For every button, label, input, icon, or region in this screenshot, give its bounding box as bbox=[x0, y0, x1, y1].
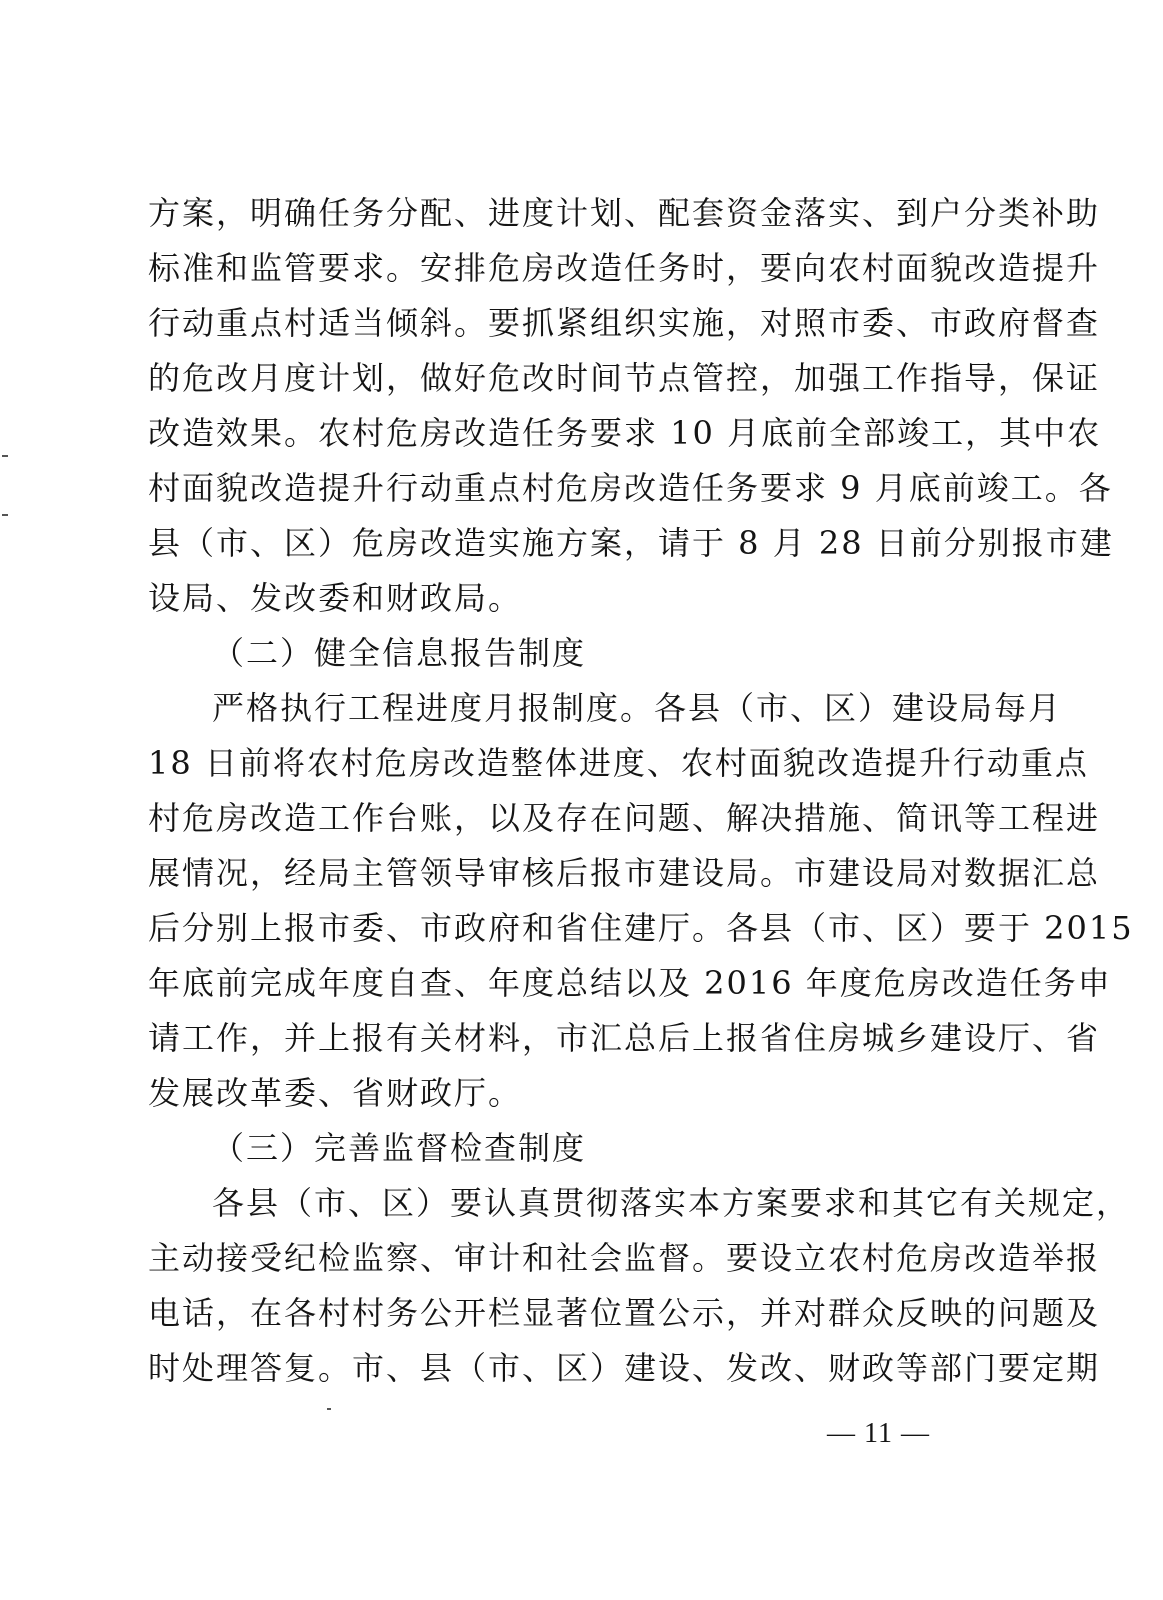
paragraph-line: 请工作，并上报有关材料，市汇总后上报省住房城乡建设厅、省 bbox=[148, 1019, 1101, 1057]
paragraph-line: 各县（市、区）要认真贯彻落实本方案要求和其它有关规定， bbox=[212, 1184, 1131, 1222]
paragraph-line: 年底前完成年度自查、年度总结以及 2016 年度危房改造任务申 bbox=[148, 964, 1112, 1002]
paragraph-line: 严格执行工程进度月报制度。各县（市、区）建设局每月 bbox=[212, 689, 1063, 727]
scan-mark bbox=[327, 1408, 331, 1410]
paragraph-line: 方案，明确任务分配、进度计划、配套资金落实、到户分类补助 bbox=[148, 194, 1101, 232]
paragraph-line: 电话，在各村村务公开栏显著位置公示，并对群众反映的问题及 bbox=[148, 1294, 1101, 1332]
page-number: — 11 — bbox=[827, 1418, 930, 1449]
paragraph-line: 主动接受纪检监察、审计和社会监督。要设立农村危房改造举报 bbox=[148, 1239, 1101, 1277]
paragraph-line: 村危房改造工作台账，以及存在问题、解决措施、简讯等工程进 bbox=[148, 799, 1101, 837]
paragraph-line: 后分别上报市委、市政府和省住建厅。各县（市、区）要于 2015 bbox=[148, 909, 1134, 947]
paragraph-line: 设局、发改委和财政局。 bbox=[148, 579, 523, 617]
paragraph-line: 标准和监管要求。安排危房改造任务时，要向农村面貌改造提升 bbox=[148, 249, 1101, 287]
paragraph-line: 行动重点村适当倾斜。要抓紧组织实施，对照市委、市政府督查 bbox=[148, 304, 1101, 342]
scan-mark bbox=[2, 455, 8, 457]
paragraph-line: 村面貌改造提升行动重点村危房改造任务要求 9 月底前竣工。各 bbox=[148, 469, 1113, 507]
paragraph-line: 县（市、区）危房改造实施方案，请于 8 月 28 日前分别报市建 bbox=[148, 524, 1114, 562]
paragraph-line: 18 日前将农村危房改造整体进度、农村面貌改造提升行动重点 bbox=[148, 744, 1089, 782]
paragraph-line: 的危改月度计划，做好危改时间节点管控，加强工作指导，保证 bbox=[148, 359, 1101, 397]
paragraph-line: 发展改革委、省财政厅。 bbox=[148, 1074, 523, 1112]
section-heading: （二）健全信息报告制度 bbox=[212, 634, 587, 672]
scan-mark bbox=[2, 514, 8, 516]
paragraph-line: 时处理答复。市、县（市、区）建设、发改、财政等部门要定期 bbox=[148, 1349, 1101, 1387]
paragraph-line: 改造效果。农村危房改造任务要求 10 月底前全部竣工，其中农 bbox=[148, 414, 1102, 452]
section-heading: （三）完善监督检查制度 bbox=[212, 1129, 587, 1167]
document-body bbox=[148, 186, 1134, 1396]
paragraph-line: 展情况，经局主管领导审核后报市建设局。市建设局对数据汇总 bbox=[148, 854, 1101, 892]
